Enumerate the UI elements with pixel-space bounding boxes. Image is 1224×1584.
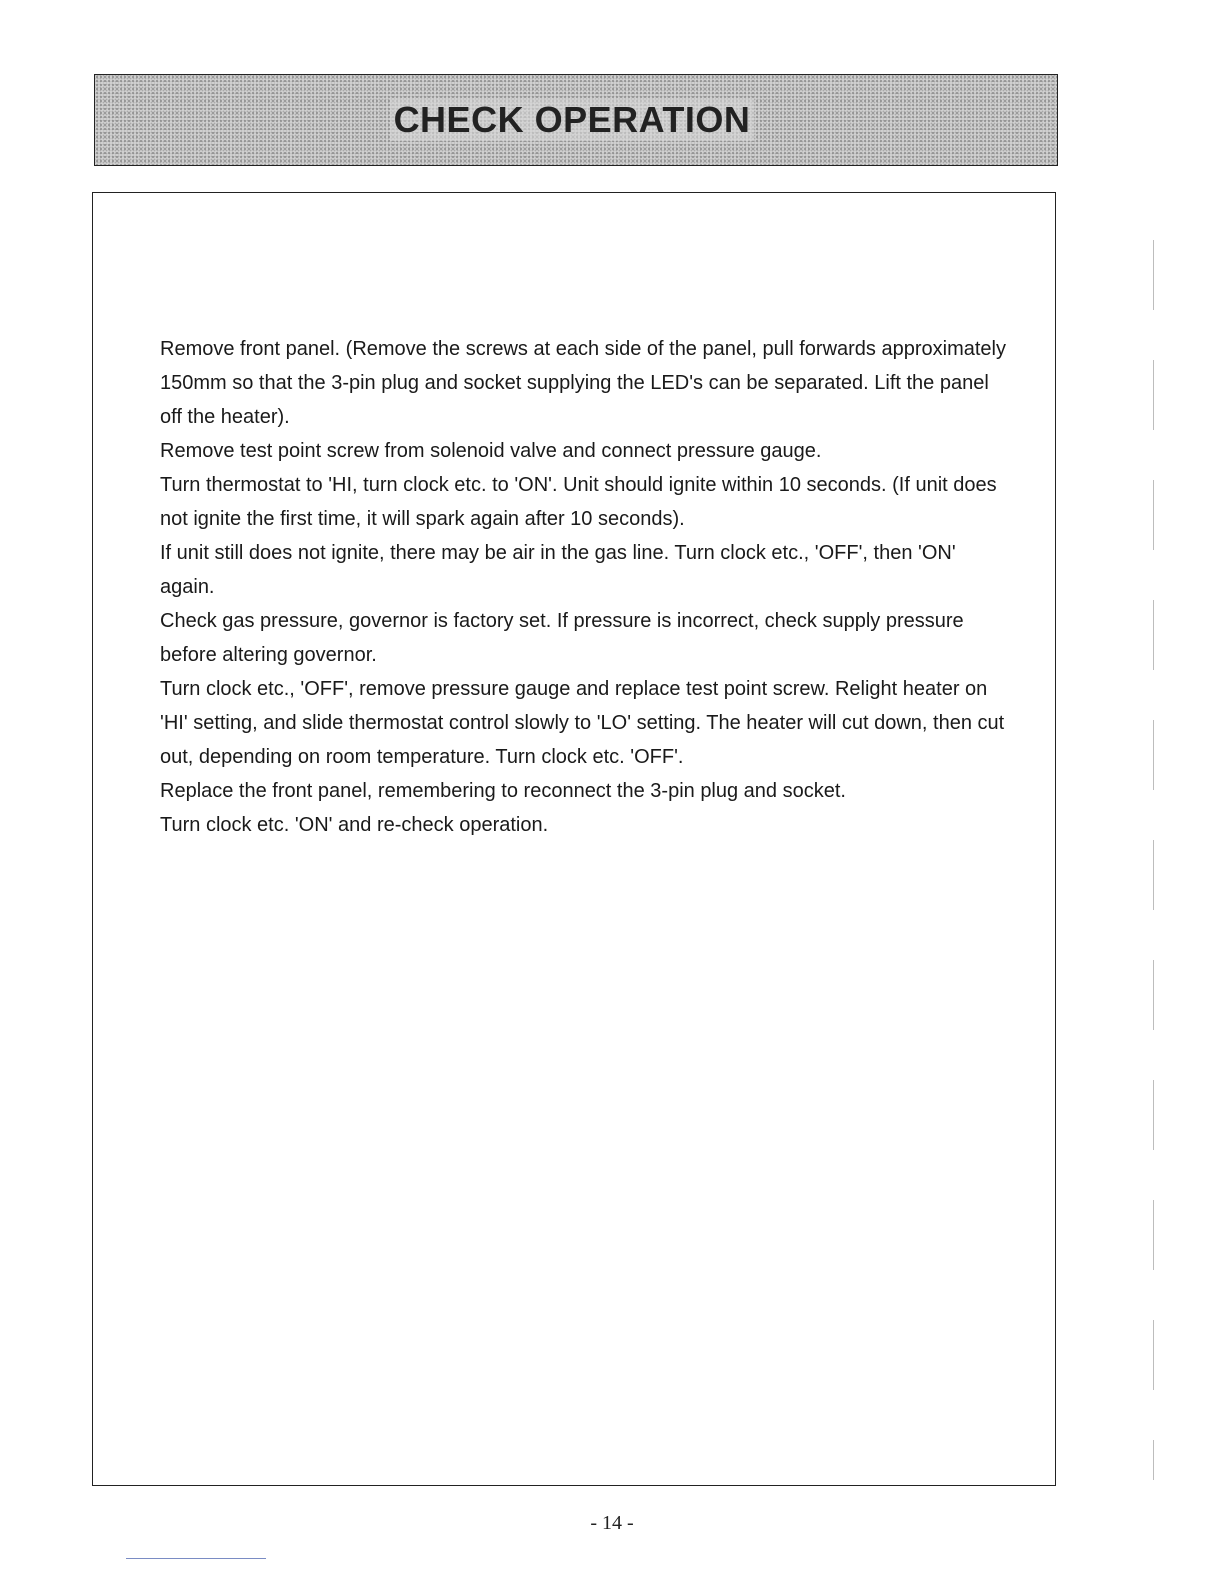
instruction-step: Remove front panel. (Remove the screws at each side of the panel, pull forwards approximately 150mm so that the 3-pin plug and socket supplying the LED's can be separated. Lift the panel off the heater). [160, 338, 1006, 428]
instruction-step: Remove test point screw from solenoid valve and connect pressure gauge. [160, 440, 822, 462]
instruction-step: Turn thermostat to 'HI, turn clock etc. to 'ON'. Unit should ignite within 10 seconds. (If unit does not ignite the first time, it will spark again after 10 seconds). [160, 474, 997, 530]
title-banner [94, 74, 1058, 166]
scan-margin-line [1153, 240, 1154, 1480]
instruction-step: Check gas pressure, governor is factory set. If pressure is incorrect, check supply pressure before altering governor. [160, 610, 964, 666]
instruction-step: If unit still does not ignite, there may be air in the gas line. Turn clock etc., 'OFF', then 'ON' again. [160, 542, 956, 598]
page-title: CHECK OPERATION [390, 99, 755, 141]
instruction-step: Turn clock etc. 'ON' and re-check operation. [160, 814, 549, 836]
page-number: - 14 - [590, 1512, 634, 1534]
instruction-step: Replace the front panel, remembering to reconnect the 3-pin plug and socket. [160, 780, 846, 802]
instruction-step: Turn clock etc., 'OFF', remove pressure gauge and replace test point screw. Relight heater on 'HI' setting, and slide thermostat control slowly to 'LO' setting. The heater will cut down, then cut out, depending on room temperature. Turn clock etc. 'OFF'. [160, 678, 1005, 768]
footer-rule [126, 1558, 266, 1559]
instruction-list [160, 332, 1010, 842]
